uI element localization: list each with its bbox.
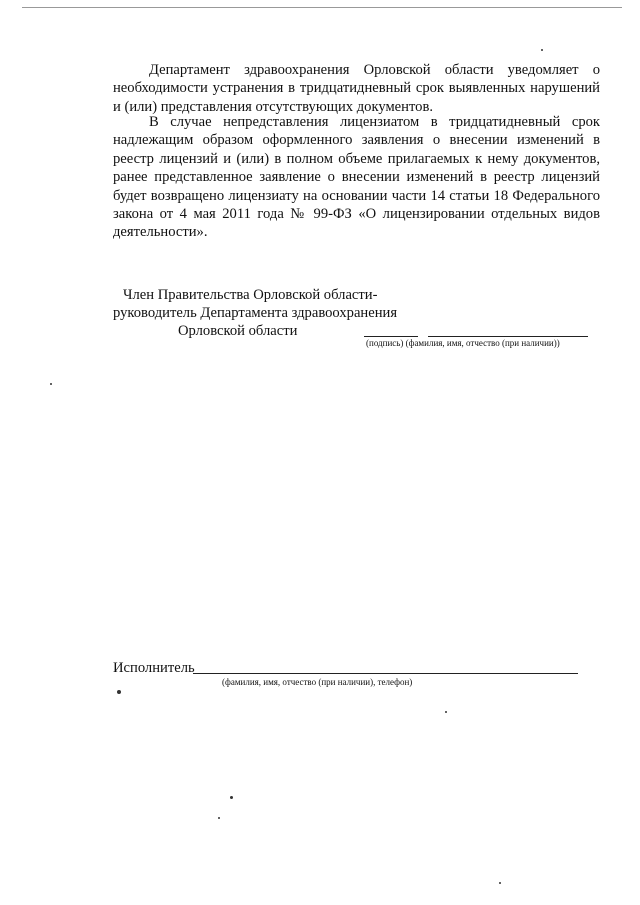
- executor-label: Исполнитель: [113, 660, 195, 676]
- executor-caption: (фамилия, имя, отчество (при наличии), телефон): [222, 677, 413, 687]
- signatory-position-line-1: Член Правительства Орловской области-: [123, 287, 378, 303]
- executor-underline: [193, 673, 578, 674]
- scan-speck: [50, 383, 52, 385]
- top-border-line: [22, 7, 622, 8]
- scan-speck: [499, 882, 501, 884]
- scan-speck: [218, 817, 220, 819]
- notice-paragraph: Департамент здравоохранения Орловской области уведомляет о необходимости устранения в тридцатидневный срок выявленных нарушений и (или) представления отсутствующих документов.: [113, 62, 600, 115]
- scan-speck: [230, 796, 233, 799]
- signature-caption: (подпись) (фамилия, имя, отчество (при наличии)): [366, 338, 560, 348]
- scan-speck: [445, 711, 447, 713]
- signatory-position-line-3: Орловской области: [178, 323, 298, 339]
- signature-underline: [364, 336, 418, 337]
- scan-speck: [541, 49, 543, 51]
- name-underline: [428, 336, 588, 337]
- return-paragraph: В случае непредставления лицензиатом в тридцатидневный срок надлежащим образом оформленного заявления о внесении изменений в реестр лицензий и (или) в полном объеме прилагаемых к нему документов, ранее представленное заявление о внесении изменений в реестр лицензий будет возвращено лицензиату на основании части 14 статьи 18 Федерального закона от 4 мая 2011 года № 99-ФЗ «О лицензировании отдельных видов деятельности».: [113, 114, 600, 241]
- signatory-position-line-2: руководитель Департамента здравоохранения: [113, 305, 398, 321]
- scan-speck: [117, 690, 121, 694]
